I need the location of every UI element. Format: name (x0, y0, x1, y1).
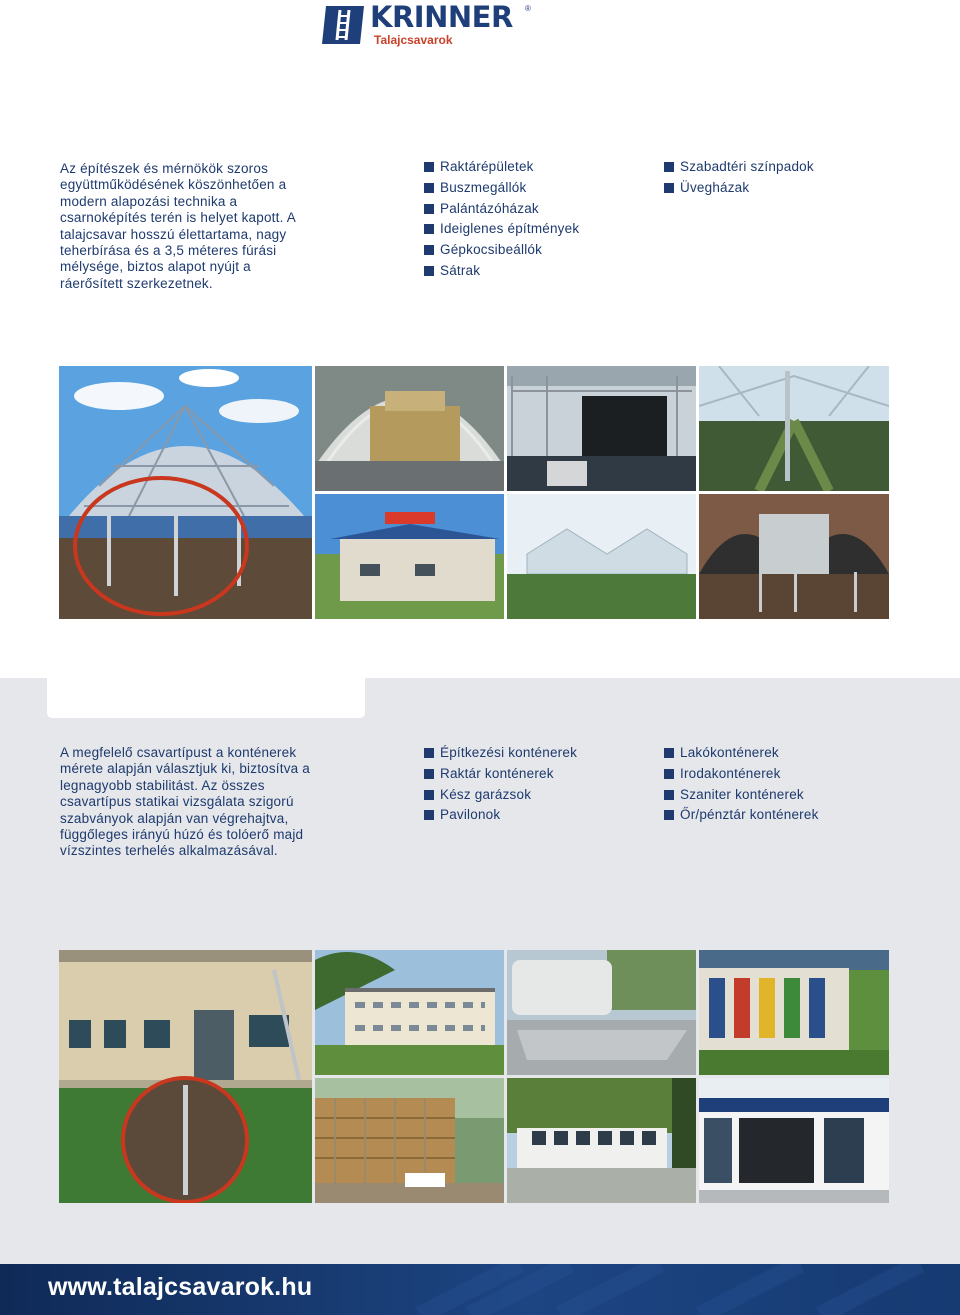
list-item: Kész garázsok (424, 785, 577, 806)
list-item: Raktár konténerek (424, 764, 577, 785)
list-item: Raktárépületek (424, 157, 579, 178)
list-item: Gépkocsibeállók (424, 240, 579, 261)
list-item: Pavilonok (424, 805, 577, 826)
list-item: Építkezési konténerek (424, 743, 577, 764)
storage-tent-photo (315, 366, 504, 491)
krinner-logo (320, 2, 535, 46)
structure-list-2 (664, 157, 814, 199)
registered-mark: ® (525, 4, 531, 13)
intro-paragraph: Az építészek és mérnökök szoros együttműködésének köszönhetően a modern alapozási technika a csarnoképítés terén is helyet kapott. A talajcsavar hosszú élettartama, nagy teherbírása és a 3,5 méteres fúrási mélysége, biztos alapot nyújt a ráerősített szerkezetnek. (60, 161, 296, 291)
list-item: Palántázóházak (424, 199, 579, 220)
brand-name: KRINNER (370, 0, 513, 34)
list-item: Szaniter konténerek (664, 785, 819, 806)
container-list-1 (424, 743, 577, 826)
construction-site-photo (315, 1078, 504, 1203)
modern-pavilion-photo (507, 950, 696, 1075)
arched-container-photo (699, 494, 889, 619)
footer-bar (0, 1264, 960, 1315)
bus-shelter-photo (315, 494, 504, 619)
list-item: Szabadtéri színpadok (664, 157, 814, 178)
website-link[interactable]: www.talajcsavarok.hu (48, 1273, 313, 1301)
list-item: Üvegházak (664, 178, 814, 199)
colored-containers-photo (699, 950, 889, 1075)
list-item: Sátrak (424, 261, 579, 282)
greenhouse-exterior-photo (507, 494, 696, 619)
tab-box (47, 678, 365, 718)
container-list-2 (664, 743, 819, 826)
krinner-emblem-icon (320, 4, 366, 46)
ticket-booth-photo (699, 1078, 889, 1203)
list-item: Irodakonténerek (664, 764, 819, 785)
greenhouse-interior-photo (699, 366, 889, 491)
list-item: Ideiglenes építmények (424, 219, 579, 240)
office-containers-photo (315, 950, 504, 1075)
list-item: Lakókonténerek (664, 743, 819, 764)
dome-foundation-photo (59, 366, 312, 619)
list-item: Buszmegállók (424, 178, 579, 199)
container-paragraph: A megfelelő csavartípust a konténerek mérete alapján választjuk ki, biztosítva a legnagyobb stabilitást. Az összes csavartípus statikai vizsgálata szigorú szabványok alapján van végrehajtva, függőleges irányú húzó és tolóerő majd vízszintes terhelés alkalmazásával. (60, 745, 311, 859)
brand-subtitle: Talajcsavarok (374, 33, 453, 47)
pavilion-row-photo (507, 1078, 696, 1203)
container-foundation-photo (59, 950, 312, 1203)
list-item: Őr/pénztár konténerek (664, 805, 819, 826)
structure-list-1 (424, 157, 579, 282)
outdoor-stage-photo (507, 366, 696, 491)
